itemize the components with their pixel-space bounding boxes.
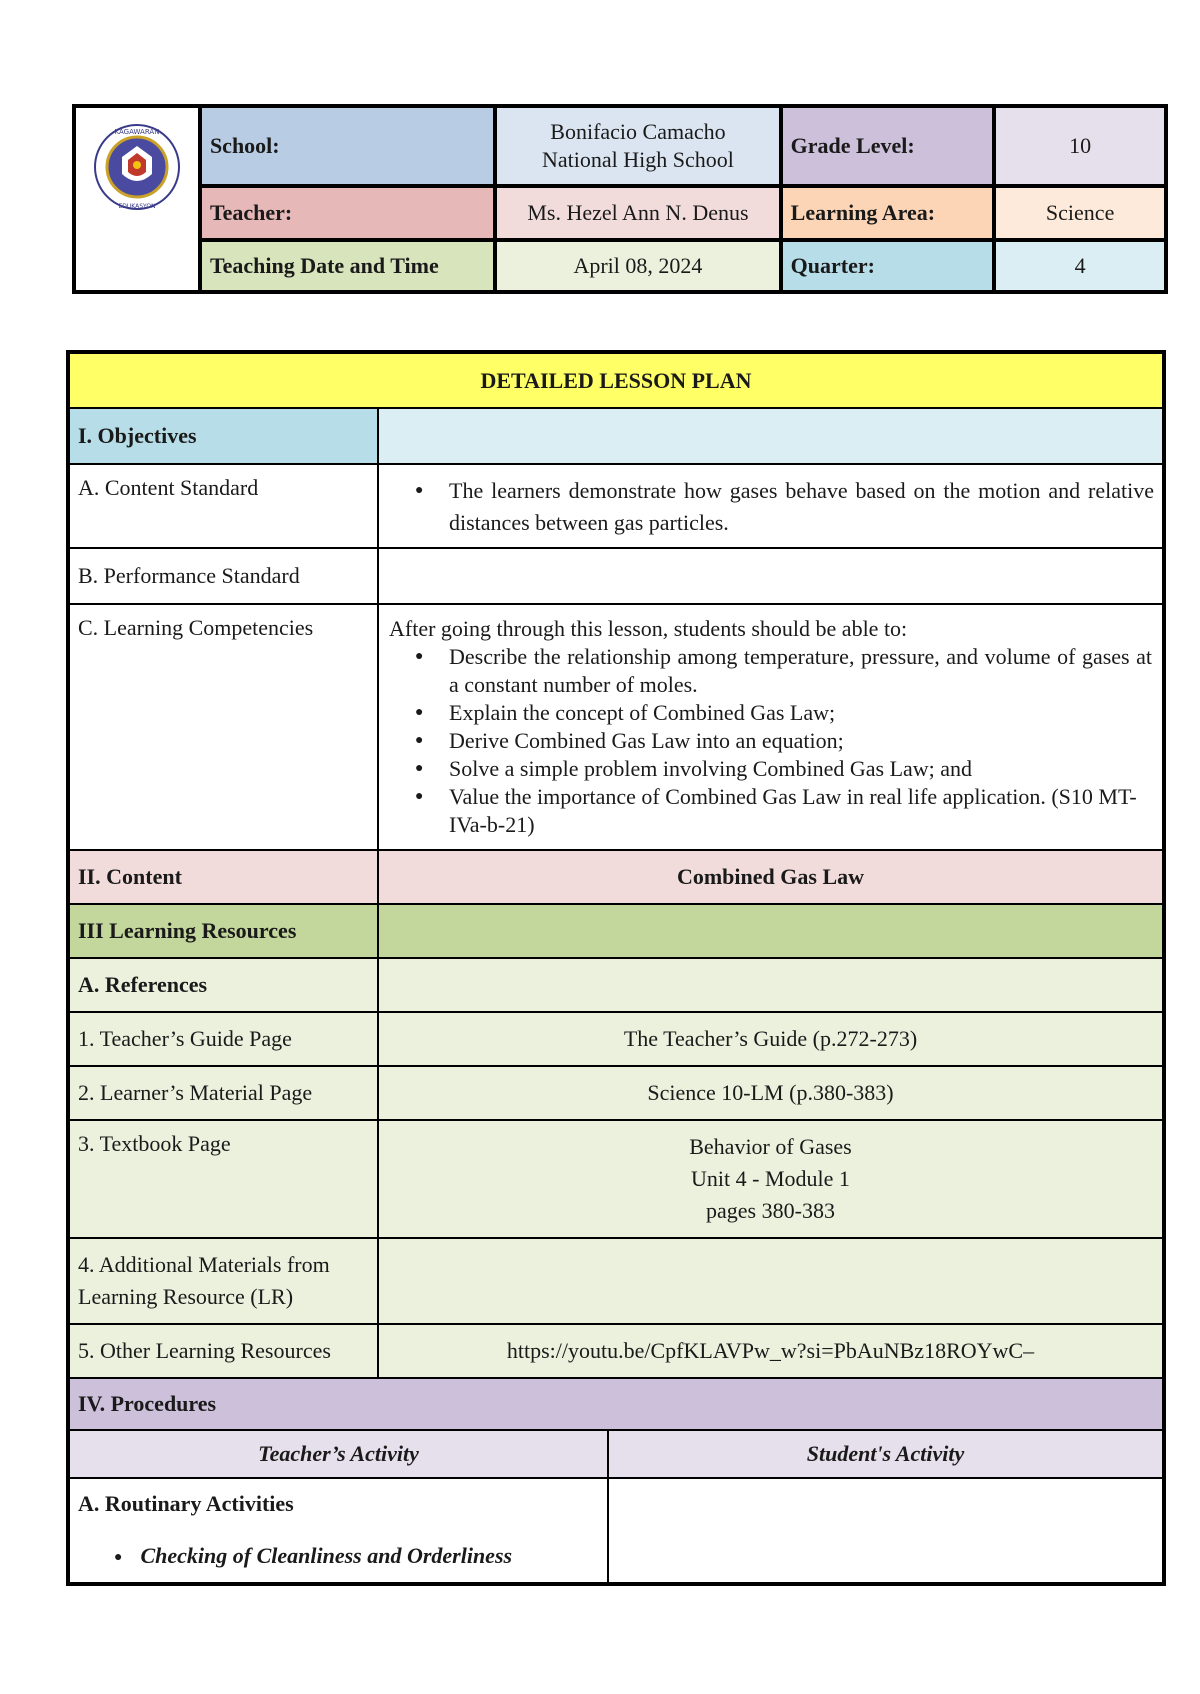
routinary-activities-cell xyxy=(68,1478,608,1584)
learning-competencies-value xyxy=(378,604,1164,850)
teachers-activity-header: Teacher’s Activity xyxy=(68,1430,608,1478)
school-value-line1: Bonifacio Camacho xyxy=(550,119,726,144)
content-standard-label: A. Content Standard xyxy=(68,464,378,548)
content-value: Combined Gas Law xyxy=(378,850,1164,904)
content-standard-value xyxy=(378,464,1164,548)
teacher-label-cell: Teacher: xyxy=(200,186,495,240)
content-label: II. Content xyxy=(68,850,378,904)
additional-materials-label xyxy=(68,1238,378,1324)
students-activity-header: Student's Activity xyxy=(608,1430,1164,1478)
routinary-activities-label: A. Routinary Activities xyxy=(78,1491,294,1516)
lesson-plan-table xyxy=(66,350,1166,1586)
deped-seal-icon xyxy=(92,122,182,212)
learning-resources-value xyxy=(378,904,1164,958)
student-activity-cell xyxy=(608,1478,1164,1584)
school-value-line2: National High School xyxy=(542,147,734,172)
teaching-date-value-cell: April 08, 2024 xyxy=(495,240,780,292)
teacher-value-cell: Ms. Hezel Ann N. Denus xyxy=(495,186,780,240)
competency-item: ● Describe the relationship among temperature, pressure, and volume of gases at a constant number of moles. xyxy=(449,643,1152,699)
svg-text:EDUKASYON: EDUKASYON xyxy=(118,203,156,210)
school-value-cell xyxy=(495,106,780,186)
competency-item: ● Explain the concept of Combined Gas Law; xyxy=(449,699,1152,727)
competency-item: ● Solve a simple problem involving Combined Gas Law; and xyxy=(449,755,1152,783)
competencies-intro: After going through this lesson, students should be able to: xyxy=(389,616,908,641)
other-resources-label: 5. Other Learning Resources xyxy=(68,1324,378,1378)
school-label-cell: School: xyxy=(200,106,495,186)
additional-materials-value xyxy=(378,1238,1164,1324)
quarter-value-cell: 4 xyxy=(994,240,1166,292)
objectives-value xyxy=(378,408,1164,464)
textbook-line3: pages 380-383 xyxy=(706,1198,835,1223)
additional-materials-line2: Learning Resource (LR) xyxy=(78,1284,294,1309)
textbook-line2: Unit 4 - Module 1 xyxy=(691,1166,850,1191)
textbook-line1: Behavior of Gases xyxy=(689,1134,852,1159)
textbook-value xyxy=(378,1120,1164,1238)
additional-materials-line1: 4. Additional Materials from xyxy=(78,1252,330,1277)
references-label: A. References xyxy=(68,958,378,1012)
routinary-item: Checking of Cleanliness and Orderliness xyxy=(140,1543,513,1568)
competency-item: ● Derive Combined Gas Law into an equation; xyxy=(449,727,1152,755)
objectives-label: I. Objectives xyxy=(68,408,378,464)
references-value xyxy=(378,958,1164,1012)
deped-logo-cell xyxy=(74,106,200,292)
grade-level-value-cell: 10 xyxy=(994,106,1166,186)
teaching-date-label-cell: Teaching Date and Time xyxy=(200,240,495,292)
procedures-label: IV. Procedures xyxy=(68,1378,1164,1430)
teachers-guide-value: The Teacher’s Guide (p.272-273) xyxy=(378,1012,1164,1066)
learning-resources-label: III Learning Resources xyxy=(68,904,378,958)
grade-level-label-cell: Grade Level: xyxy=(781,106,995,186)
learners-material-value: Science 10-LM (p.380-383) xyxy=(378,1066,1164,1120)
teachers-guide-label: 1. Teacher’s Guide Page xyxy=(68,1012,378,1066)
lesson-plan-title: DETAILED LESSON PLAN xyxy=(68,352,1164,408)
routinary-item-row xyxy=(78,1543,599,1569)
quarter-label-cell: Quarter: xyxy=(781,240,995,292)
bullet-icon: ● xyxy=(114,1550,123,1565)
svg-text:KAGAWARAN: KAGAWARAN xyxy=(114,128,160,136)
performance-standard-label: B. Performance Standard xyxy=(68,548,378,604)
learning-area-value-cell: Science xyxy=(994,186,1166,240)
learning-competencies-label: C. Learning Competencies xyxy=(68,604,378,850)
learning-area-label-cell: Learning Area: xyxy=(781,186,995,240)
learners-material-label: 2. Learner’s Material Page xyxy=(68,1066,378,1120)
competency-item: ● Value the importance of Combined Gas Law in real life application. (S10 MT-IVa-b-21) xyxy=(449,783,1152,839)
content-standard-item: ● The learners demonstrate how gases behave based on the motion and relative distances between gas particles. xyxy=(449,475,1154,539)
textbook-label: 3. Textbook Page xyxy=(68,1120,378,1238)
performance-standard-value xyxy=(378,548,1164,604)
header-info-table xyxy=(72,104,1168,294)
other-resources-link[interactable]: https://youtu.be/CpfKLAVPw_w?si=PbAuNBz18ROYwC– xyxy=(378,1324,1164,1378)
